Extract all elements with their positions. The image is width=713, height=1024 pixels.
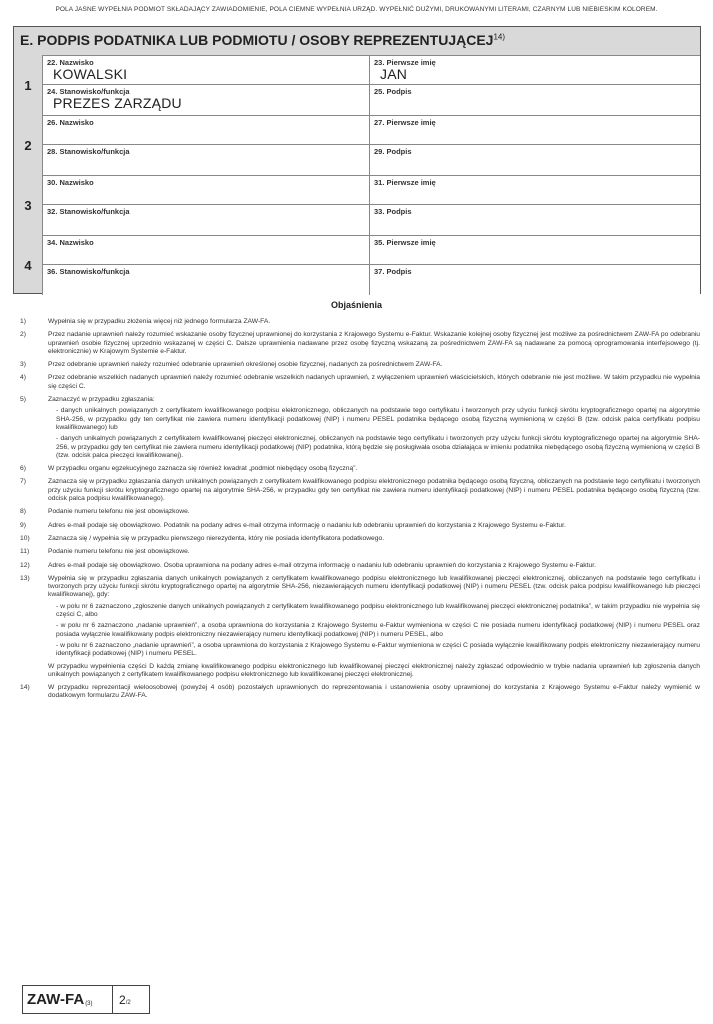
note-subitem: - w polu nr 6 zaznaczono „nadanie uprawnień”, a osoba uprawniona do korzystania z Krajowego Systemu e-Faktur wymieniona w części C posiada wyłącznie kwalifikowany podpis elektroniczny niezawierający numeru identyfikacji podatkowej (NIP) i numeru PESEL. [56,641,700,658]
page-number: 2 /2 [119,992,131,1007]
explanation-note [20,548,700,556]
note-text: Przez nadanie uprawnień należy rozumieć wskazanie osoby fizycznej uprawnionej do korzystania z Krajowego Systemu e-Faktur. Wskazanie kolejnej osoby fizycznej jest możliwe za pośrednictwem ZAW-FA po odebraniu uprawnień osobie fizycznej uprzednio wskazanej w części C. Dalsze uprawnienia nadawane przez osobę fizyczną wskazaną za pośrednictwem ZAW-FA są nadawane za pomocą oprogramowania interfejsowego (tj. elektronicznie) w Krajowym Systemie e-Faktur. [48,331,700,355]
explanation-note [20,361,700,369]
note-text: W przypadku organu egzekucyjnego zaznacza się również kwadrat „podmiot niebędący osobą fizyczną”. [48,465,358,473]
note-text: Adres e-mail podaje się obowiązkowo. Osoba uprawniona na podany adres e-mail otrzyma informację o nadaniu lub odebraniu uprawnień do korzystania z Krajowego Systemu e-Faktur. [48,561,596,569]
explanation-note [20,396,700,460]
signature-row [14,175,700,235]
explanation-note [20,522,700,530]
field-label: 32. Stanowisko/funkcja [47,207,130,216]
field-label: 37. Podpis [374,267,412,276]
field-label: 35. Pierwsze imię [374,238,436,247]
field-label: 27. Pierwsze imię [374,118,436,127]
explanation-note [20,684,700,701]
note-text: Podanie numeru telefonu nie jest obowiązkowe. [48,508,190,516]
signature-field[interactable] [369,144,700,175]
form-code: ZAW-FA (3) [23,986,113,1013]
field-label: 36. Stanowisko/funkcja [47,267,130,276]
field-label: 24. Stanowisko/funkcja [47,87,130,96]
signature-row [14,55,700,115]
note-number: 1) [20,318,26,325]
note-text: Podanie numeru telefonu nie jest obowiązkowe. [48,548,190,556]
note-number: 12) [20,561,30,569]
note-number: 7) [20,478,26,486]
note-number: 4) [20,374,26,382]
note-number: 9) [20,521,26,529]
signature-field[interactable] [369,204,700,235]
position-field[interactable] [42,264,369,295]
row-number: 3 [24,197,32,213]
signature-section [13,26,701,294]
note-number: 3) [20,361,26,369]
explanation-note [20,478,700,503]
field-label: 28. Stanowisko/funkcja [47,147,130,156]
row-number: 1 [24,77,32,93]
first-name-field[interactable] [369,175,700,204]
surname-field[interactable] [42,115,369,144]
position-field[interactable] [42,204,369,235]
note-text: Zaznacza się w przypadku zgłaszania danych unikalnych powiązanych z certyfikatem kwalifikowanego podpisu elektronicznego podatnika będącego osobą fizyczną, obliczanych na podstawie tego certyfikatu i tworzonych przy użyciu funkcji skrótu kryptograficznego opartej na algorytmie SHA-256, w przypadku gdy ten certyfikat nie zawiera numeru identyfikacji podatkowej (NIP) i numeru PESEL podatnika będącego osobą fizyczną (tzw. odcisk palca podpisu kwalifikowanego). [48,478,700,503]
signature-field[interactable] [369,84,700,115]
explanation-note [20,508,700,516]
note-text: Wypełnia się w przypadku zgłaszania danych unikalnych powiązanych z certyfikatem kwalifikowanego podpisu elektronicznego lub kwalifikowanej pieczęci elektronicznej, obliczanych na podstawie tego certyfikatu i tworzonych przy użyciu funkcji skrótu kryptograficznego opartej na algorytmie SHA-256, niezawierających numeru identyfikacji podatkowej (NIP) i numeru PESEL (tzw. odcisk palca podpisu kwalifikowanego lub pieczęci kwalifikowanej), gdy: [48,574,700,599]
first-name-field[interactable] [369,55,700,84]
field-label: 22. Nazwisko [47,58,94,67]
field-label: 30. Nazwisko [47,178,94,187]
explanation-note [20,374,700,391]
note-subitem: - w polu nr 6 zaznaczono „zgłoszenie danych unikalnych powiązanych z certyfikatem kwalifikowanego podpisu elektronicznego lub kwalifikowanej pieczęci elektronicznej podatnika”, w takim przypadku nie wypełnia się części C, albo [56,602,700,619]
signature-row [14,115,700,175]
explanation-note [20,465,700,473]
field-label: 23. Pierwsze imię [374,58,436,67]
field-label: 25. Podpis [374,87,412,96]
note-number: 14) [20,684,30,692]
explanations-title: Objaśnienia [330,300,383,310]
note-number: 2) [20,331,26,339]
position-field[interactable] [42,144,369,175]
first-name-field[interactable] [369,115,700,144]
explanation-note [20,535,700,543]
note-text: Przez odebranie wszelkich nadanych uprawnień należy rozumieć odebranie wszelkich nadanych uprawnień, z wyłączeniem uprawnień właścicielskich, których odebranie nie jest możliwe. W takim przypadku nie wypełnia się części C. [48,374,700,390]
note-paragraph: W przypadku wypełnienia części D każdą zmianę kwalifikowanego podpisu elektronicznego lub kwalifikowanej pieczęci elektronicznej należy zgłaszać odpowiednio w trybie nadania uprawnień lub zgłoszenia danych unikalnych powiązanych z certyfikatem kwalifikowanego podpisu elektronicznego lub kwalifikowanej pieczęci elektronicznej. [48,662,700,678]
field-label: 29. Podpis [374,147,412,156]
field-label: 33. Podpis [374,207,412,216]
explanation-note [20,562,700,570]
note-text: Zaznacza się / wypełnia się w przypadku pierwszego nierezydenta, który nie posiada identyfikatora podatkowego. [48,534,385,542]
surname-field[interactable] [42,55,369,84]
note-number: 6) [20,465,26,473]
note-number: 11) [20,548,30,556]
section-title: E. PODPIS PODATNIKA LUB PODMIOTU / OSOBY REPREZENTUJĄCEJ$^{14)}$ [20,32,506,48]
field-value: JAN [380,66,408,82]
field-value: PREZES ZARZĄDU [53,95,182,111]
note-text: Adres e-mail podaje się obowiązkowo. Podatnik na podany adres e-mail otrzyma informację o nadaniu lub odebraniu uprawnień do korzystania z Krajowego Systemu e-Faktur. [48,521,566,529]
note-text: Przez odebranie uprawnień należy rozumieć odebranie uprawnień określonej osobie fizycznej, nadanych za pośrednictwem ZAW-FA. [48,361,443,369]
note-subitem: - danych unikalnych powiązanych z certyfikatem kwalifikowanej pieczęci elektronicznej, obliczanych na podstawie tego certyfikatu i tworzonych przy użyciu funkcji skrótu kryptograficznego opartej na algorytmie SHA-256, w przypadku gdy ten certyfikat nie zawiera numeru identyfikacji podatkowej (NIP) podatnika, którą będzie się posługiwała osoba działająca w imieniu podatnika niebędącego osobą fizyczną wymienioną w części B (tzw. odcisk palca pieczęci kwalifikowanej). [56,435,700,459]
surname-field[interactable] [42,235,369,264]
row-number: 2 [24,137,32,153]
field-label: 34. Nazwisko [47,238,94,247]
note-number: 13) [20,574,30,582]
note-number: 5) [20,396,26,404]
note-number: 10) [20,534,30,542]
position-field[interactable] [42,84,369,115]
explanations-list [20,318,700,706]
note-number: 8) [20,508,26,516]
field-label: 26. Nazwisko [47,118,94,127]
signature-field[interactable] [369,264,700,295]
field-value: KOWALSKI [53,66,128,82]
row-number: 4 [24,257,32,273]
note-text: Zaznaczyć w przypadku zgłaszania: [48,396,155,404]
note-text: Wypełnia się w przypadku złożenia więcej niż jednego formularza ZAW-FA. [48,318,271,325]
field-label: 31. Pierwsze imię [374,178,436,187]
header-instruction: POLA JASNE WYPEŁNIA PODMIOT SKŁADAJĄCY ZAWIADOMIENIE, POLA CIEMNE WYPEŁNIA URZĄD. WYPEŁNIĆ DUŻYMI, DRUKOWANYMI LITERAMI, CZARNYM LUB NIEBIESKIM KOLOREM. [55,6,658,13]
signature-row [14,235,700,295]
explanation-note [20,331,700,356]
note-subitem: - danych unikalnych powiązanych z certyfikatem kwalifikowanego podpisu elektronicznego, obliczanych na podstawie tego certyfikatu i tworzonych przy użyciu funkcji skrótu kryptograficznego opartej na algorytmie SHA-256, w przypadku gdy ten certyfikat nie zawiera numeru identyfikacji podatkowej (NIP) i numeru PESEL podatnika będącego osobą fizyczną wymienioną w części B (tzw. odcisk palca certyfikatu podpisu kwalifikowanego) lub [56,407,700,431]
first-name-field[interactable] [369,235,700,264]
note-subitem: - w polu nr 6 zaznaczono „nadanie uprawnień”, a osoba uprawniona do korzystania z Krajowego Systemu e-Faktur wymieniona w części C nie posiada numeru identyfikacji podatkowej (NIP) i numeru PESEL oraz posiada wyłącznie kwalifikowany podpis elektroniczny niezawierający numeru identyfikacji podatkowej (NIP) i numeru PESEL, albo [56,622,700,638]
form-footer [22,985,150,1014]
surname-field[interactable] [42,175,369,204]
explanation-note [20,318,700,326]
note-text: W przypadku reprezentacji wieloosobowej (powyżej 4 osób) pozostałych uprawnionych do reprezentowania i ustanowienia osoby uprawnionej do korzystania z Krajowego Systemu e-Faktur należy wymienić w dodatkowym formularzu ZAW-FA. [48,684,700,700]
explanation-note [20,575,700,679]
